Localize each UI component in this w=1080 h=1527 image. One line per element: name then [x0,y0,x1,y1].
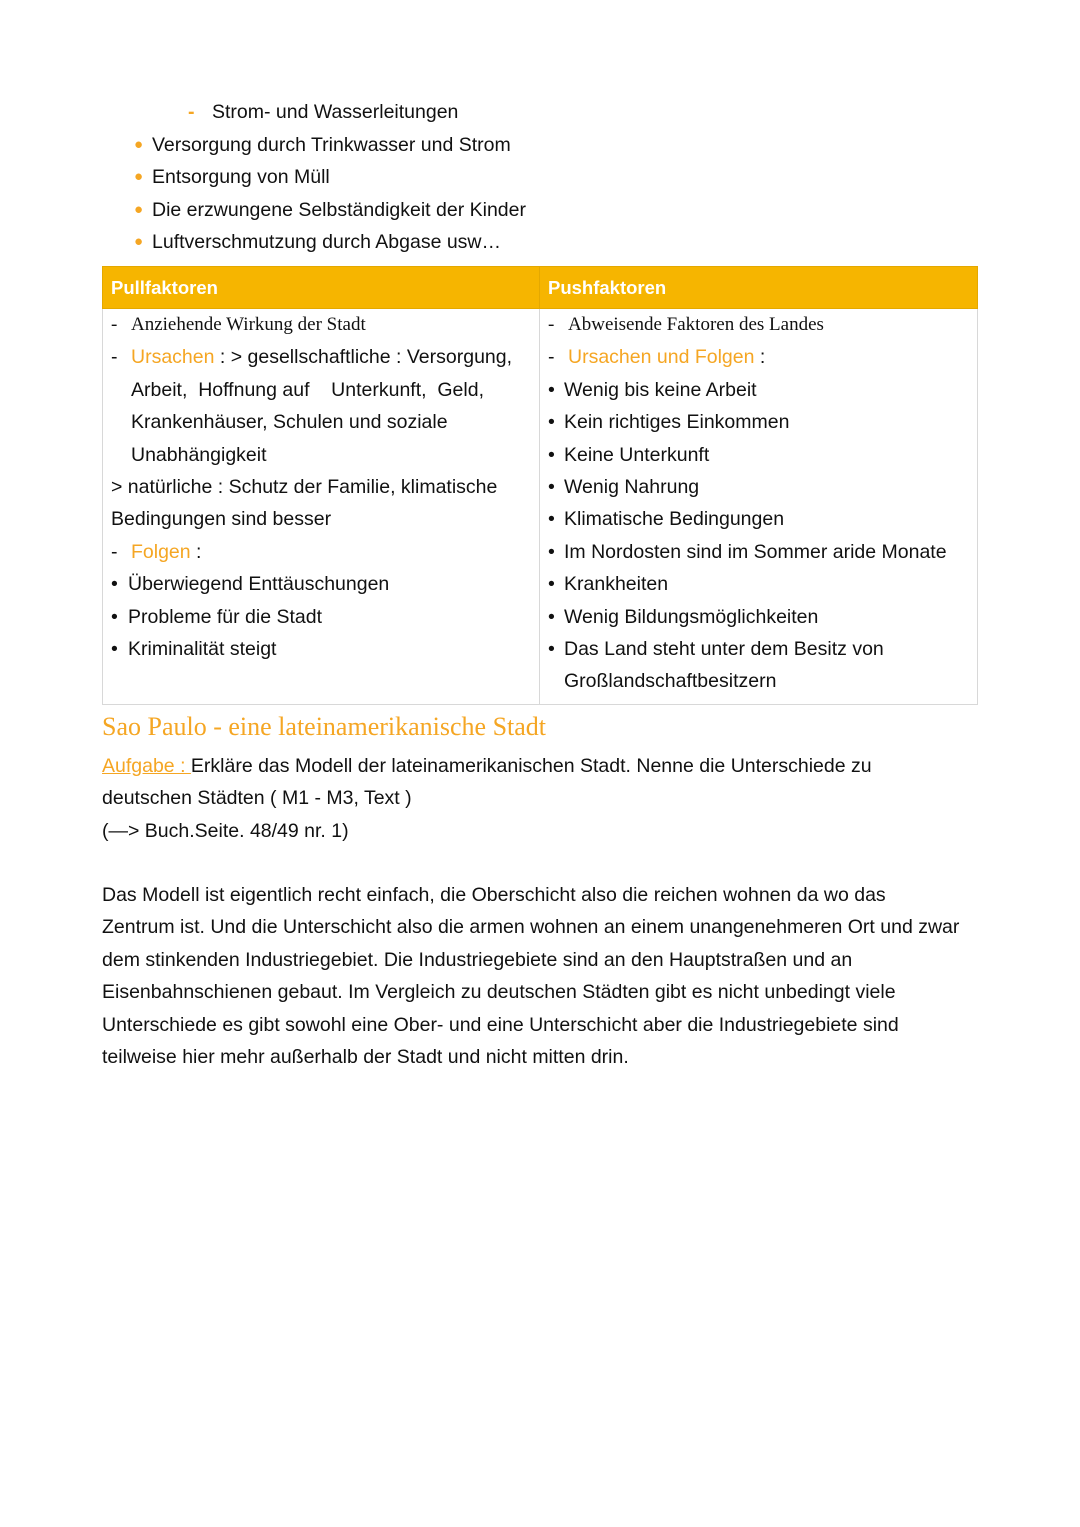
bullet-icon: • [548,476,555,499]
dash-marker: - [548,346,555,369]
dash-marker: - [548,314,555,335]
push-item-text: Wenig bis keine Arbeit [564,378,757,401]
push-intro [548,309,971,341]
list-item [0,194,1080,227]
table-row [103,309,978,705]
pull-ursachen-line: Unabhängigkeit [131,443,267,466]
folgen-label: Folgen [131,540,191,563]
bullet-icon: ● [134,200,144,218]
ursachen-folgen-label: Ursachen und Folgen [568,346,755,369]
bullet-icon: • [111,605,118,628]
pull-folgen-item [111,601,533,633]
bullet-icon: ● [134,233,144,251]
dash-marker: - [111,540,118,563]
task-block [102,750,962,847]
push-item-text: Kein richtiges Einkommen [564,411,790,434]
bullet-icon: • [548,605,555,628]
push-item [548,374,971,406]
pull-ursachen [111,341,533,373]
list-item-text: Luftverschmutzung durch Abgase usw… [152,231,502,254]
pull-folgen [111,536,533,568]
pull-intro [111,309,533,341]
bullet-icon: ● [134,135,144,153]
bullet-icon: • [111,638,118,661]
list-item [0,161,1080,194]
ursachen-label: Ursachen [131,346,215,369]
push-item [548,568,971,600]
pull-cell [103,309,540,705]
push-item-text: Krankheiten [564,573,669,596]
sub-list-item [0,96,1080,129]
push-header: Pushfaktoren [540,267,978,309]
push-item-text: Keine Unterkunft [564,443,710,466]
bullet-icon: ● [134,168,144,186]
pull-folgen-item [111,633,533,665]
pull-folgen-item-text: Überwiegend Enttäuschungen [128,573,390,596]
sub-list-item-text: Strom- und Wasserleitungen [212,101,459,123]
push-ursachen [548,341,971,373]
bullet-icon: • [548,540,555,563]
folgen-text: : [190,540,202,563]
push-item-text: Klimatische Bedingungen [564,508,785,531]
pull-ursachen-line: Krankenhäuser, Schulen und soziale [131,411,448,434]
table-header-row [103,267,978,309]
task-label: Aufgabe : [102,755,191,777]
book-reference: (—> Buch.Seite. 48/49 nr. 1) [102,819,349,842]
pull-folgen-item-text: Probleme für die Stadt [128,605,323,628]
bullet-icon: • [548,638,555,661]
section-title: Sao Paulo - eine lateinamerikanische Stadt [102,712,547,741]
push-pull-table [102,266,978,705]
push-item-text: Wenig Bildungsmöglichkeiten [564,605,819,628]
ursachen-text: : > gesellschaftliche : Versorgung, [214,346,513,369]
push-item [548,406,971,438]
push-item [548,503,971,535]
dash-marker: - [111,314,118,335]
list-item-text: Versorgung durch Trinkwasser und Strom [152,133,511,156]
list-item [0,226,1080,259]
push-item-continuation: Großlandschaftbesitzern [564,670,777,693]
bullet-icon: • [548,378,555,401]
pull-intro-text: Anziehende Wirkung der Stadt [131,314,366,335]
pull-natuerlich-line: > natürliche : Schutz der Familie, klimatische [111,476,498,499]
pull-folgen-item-text: Kriminalität steigt [128,638,277,661]
pull-header: Pullfaktoren [103,267,540,309]
push-item-text: Im Nordosten sind im Sommer aride Monate [564,540,947,563]
bullet-icon: • [548,573,555,596]
dash-marker: - [111,346,118,369]
answer-paragraph: Das Modell ist eigentlich recht einfach, die Oberschicht also die reichen wohnen da wo das Zentrum ist. Und die Unterschicht also die armen wohnen an einem unangenehmeren Ort und zwar dem stinkenden Industriegebiet. Die Industriegebiete sind an den Hauptstraßen und an Eisenbahnschienen gebaut. Im Vergleich zu deutschen Städten gibt es nicht unbedingt viele Unterschiede es gibt sowohl eine Ober- und eine Unterschicht aber die Industriegebiete sind teilweise hier mehr außerhalb der Stadt und nicht mitten drin. [102,884,960,1069]
push-item [548,536,971,568]
bullet-icon: • [548,443,555,466]
list-item [0,129,1080,162]
pull-natuerlich-line: Bedingungen sind besser [111,508,332,531]
task-paragraph [102,750,962,815]
list-item-text: Entsorgung von Müll [152,166,330,189]
push-item [548,601,971,633]
push-item [548,439,971,471]
push-item [548,633,971,665]
push-intro-text: Abweisende Faktoren des Landes [568,314,824,335]
push-item-text: Das Land steht unter dem Besitz von [564,638,884,661]
ursachen-folgen-text: : [754,346,766,369]
top-list [0,96,1080,259]
push-item [548,471,971,503]
task-text: Erkläre das Modell der lateinamerikanischen Stadt. Nenne die Unterschiede zu deutschen Städten ( M1 - M3, Text ) [102,755,872,810]
pull-folgen-item [111,568,533,600]
bullet-icon: • [548,411,555,434]
push-item-text: Wenig Nahrung [564,476,700,499]
bullet-icon: • [548,508,555,531]
dash-marker: - [188,101,195,123]
push-cell [540,309,978,705]
pull-ursachen-line: Arbeit, Hoffnung auf Unterkunft, Geld, [131,378,484,401]
bullet-icon: • [111,573,118,596]
list-item-text: Die erzwungene Selbständigkeit der Kinder [152,198,526,221]
